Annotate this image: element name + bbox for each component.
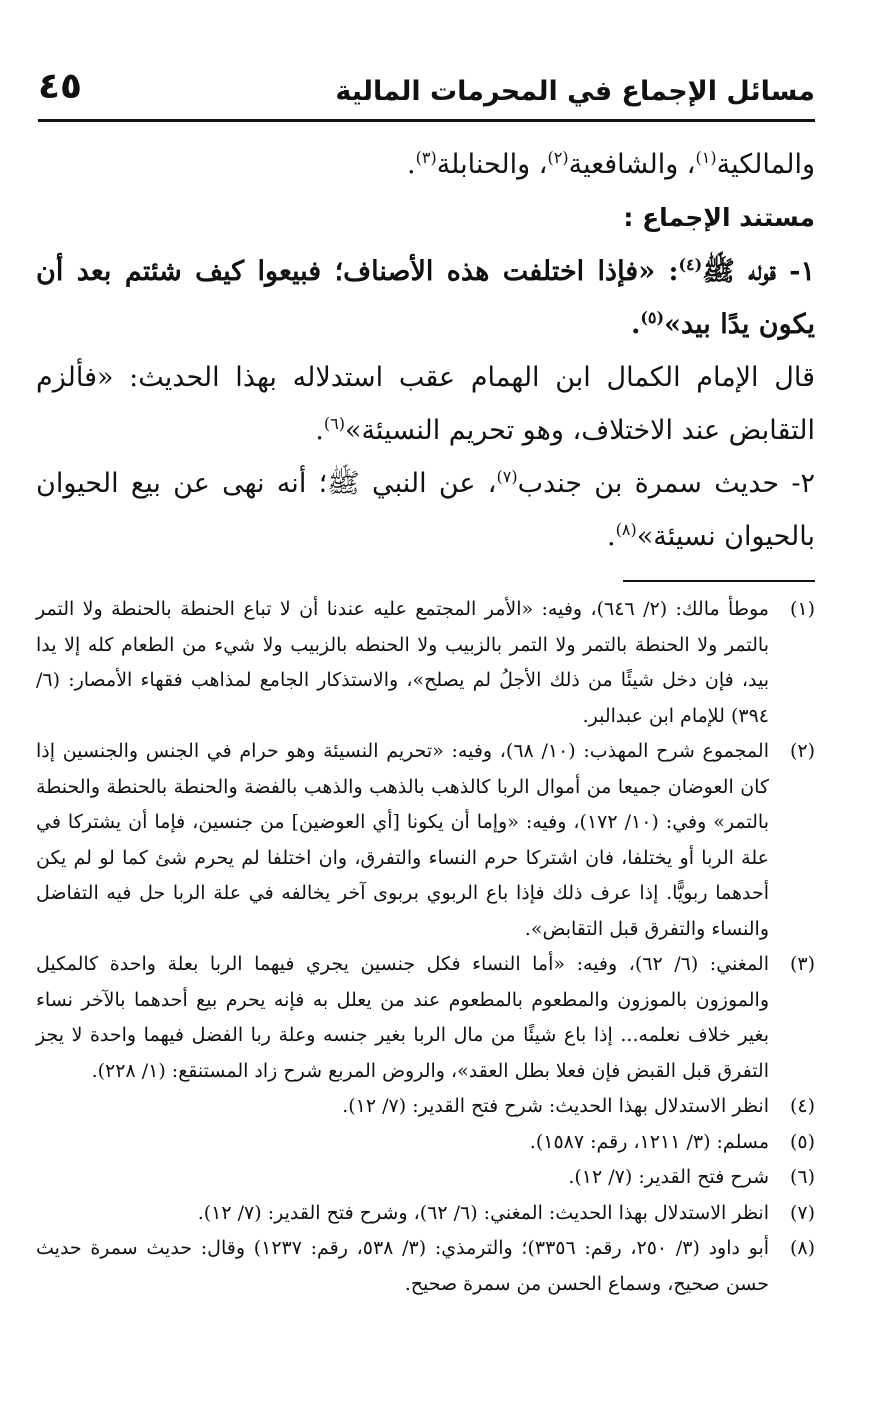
footnote-number: (٤) bbox=[789, 1095, 815, 1117]
footnote-number: (٣) bbox=[789, 953, 815, 975]
scholar-quote bbox=[36, 351, 815, 457]
footnotes bbox=[36, 592, 815, 1302]
text-segment: ٢- حديث سمرة بن جندب bbox=[517, 468, 815, 499]
section-heading: مستند الإجماع : bbox=[623, 203, 815, 232]
evidence-item-1 bbox=[36, 245, 815, 351]
footnote-text: موطأ مالك: (٢/ ٦٤٦)، وفيه: «الأمر المجتمع عليه عندنا أن لا تباع الحنطة بالحنطة ولا التمر بالتمر ولا الحنطة بالتمر ولا التمر بالزبيب ولا الحنطه بالزبيب ولا شيء من الطعام كله إلا يدا بيد، فإن دخل شيئًا من ذلك الأجلُ لم يصلح»، والاستذكار الجامع لمذاهب فقهاء الأمصار: (٦/ ٣٩٤) للإمام ابن عبدالبر. bbox=[36, 598, 769, 727]
running-title: مسائل الإجماع في المحرمات المالية bbox=[335, 76, 815, 107]
footnote-number: (٦) bbox=[789, 1166, 815, 1188]
footnote-text: مسلم: (٣/ ١٢١١، رقم: ١٥٨٧). bbox=[529, 1130, 769, 1153]
footnote-separator bbox=[623, 580, 815, 582]
footnote-text: المجموع شرح المهذب: (١٠/ ٦٨)، وفيه: «تحريم النسيئة وهو حرام في الجنس والجنسين إذا كان العوضان جميعا من أموال الربا كالذهب بالذهب والذهب بالفضة والحنطة بالحنطة والحنطة بالتمر» وفي: (١٠/ ١٧٢)، وفيه: «وإما أن يكونا [أي العوضين] من جنسين، فإما أن يشتركا في علة الربا أو يختلفا، فان اشتركا حرم النساء والتفرق، وان اختلفا لم يحرم شئ كما لو لم يكن أحدهما ربويًّا. إذا عرف ذلك فإذا باع الربوي بربوى آخر يخالفه في علة الربا حل فيه التفاضل والنساء والتفرق قبل التقابض». bbox=[36, 740, 769, 940]
footnote-number: (١) bbox=[789, 598, 815, 620]
page-number: ٤٥ bbox=[38, 66, 82, 107]
footnote-ref[interactable]: (٥) bbox=[640, 308, 665, 327]
text-segment: . bbox=[407, 149, 416, 180]
main-text bbox=[36, 138, 815, 563]
footnote-number: (٢) bbox=[789, 740, 815, 762]
evidence-item-2 bbox=[36, 457, 815, 563]
footnote-number: (٥) bbox=[789, 1130, 815, 1153]
footnote bbox=[36, 1125, 815, 1161]
footnote bbox=[36, 1160, 815, 1196]
footnote-ref[interactable]: (١) bbox=[695, 148, 717, 167]
footnote-number: (٧) bbox=[789, 1201, 815, 1224]
text-segment: ، عن النبي ﷺ؛ أنه نهى عن بيع الحيوان بالحيوان نسيئة» bbox=[36, 468, 815, 552]
text-segment: : «فإذا اختلفت هذه الأصناف؛ فبيعوا كيف شئتم بعد أن يكون يدًا بيد» bbox=[36, 256, 815, 340]
footnote bbox=[36, 592, 815, 734]
running-header bbox=[38, 62, 815, 122]
text-segment: والمالكية bbox=[716, 149, 815, 180]
footnote-ref[interactable]: (٧) bbox=[496, 467, 518, 486]
text-segment: ١- قوله ﷺ bbox=[702, 256, 815, 287]
footnote-text: المغني: (٦/ ٦٢)، وفيه: «أما النساء فكل جنسين يجري فيهما الربا بعلة واحدة كالمكيل والموزون بالموزون والمطعوم بالمطعوم عند من يعلل به فإنه يحرم بيع أحدهما بالآخر نساء بغير خلاف نعلمه... إذا باع شيئًا من مال الربا بغير جنسه وعلة ربا الفضل فيهما واحدة لا يجز التفرق قبل القبض فإن فعلا بطل العقد»، والروض المربع شرح زاد المستنقع: (١/ ٢٢٨). bbox=[36, 953, 769, 1082]
footnote-text: شرح فتح القدير: (٧/ ١٢). bbox=[568, 1166, 769, 1188]
footnote bbox=[36, 1089, 815, 1125]
footnote bbox=[36, 1196, 815, 1232]
footnote-number: (٨) bbox=[789, 1237, 815, 1259]
header-rule bbox=[38, 119, 815, 122]
text-segment: . bbox=[315, 415, 324, 446]
footnote-text: انظر الاستدلال بهذا الحديث: المغني: (٦/ ٦٢)، وشرح فتح القدير: (٧/ ١٢). bbox=[197, 1201, 769, 1224]
text-segment: قال الإمام الكمال ابن الهمام عقب استدلاله بهذا الحديث: «فألزم التقابض عند الاختلاف، وهو تحريم النسيئة» bbox=[36, 362, 815, 446]
madhhab-line bbox=[36, 138, 815, 191]
footnote bbox=[36, 1231, 815, 1302]
footnote-text: انظر الاستدلال بهذا الحديث: شرح فتح القدير: (٧/ ١٢). bbox=[342, 1095, 769, 1117]
footnote-ref[interactable]: (٨) bbox=[615, 520, 637, 539]
footnote bbox=[36, 734, 815, 947]
footnote-ref[interactable]: (٣) bbox=[415, 148, 437, 167]
text-segment: . bbox=[630, 309, 641, 340]
text-segment: . bbox=[607, 521, 616, 552]
footnote-ref[interactable]: (٤) bbox=[678, 255, 703, 274]
text-segment: ، والشافعية bbox=[568, 149, 696, 180]
footnote-ref[interactable]: (٦) bbox=[323, 414, 345, 433]
footnote-text: أبو داود (٣/ ٢٥٠، رقم: ٣٣٥٦)؛ والترمذي: (٣/ ٥٣٨، رقم: ١٢٣٧) وقال: حديث سمرة حديث حسن صحيح، وسماع الحسن من سمرة صحيح. bbox=[36, 1237, 770, 1295]
text-segment: ، والحنابلة bbox=[436, 149, 548, 180]
footnote-ref[interactable]: (٢) bbox=[547, 148, 569, 167]
footnote bbox=[36, 947, 815, 1089]
